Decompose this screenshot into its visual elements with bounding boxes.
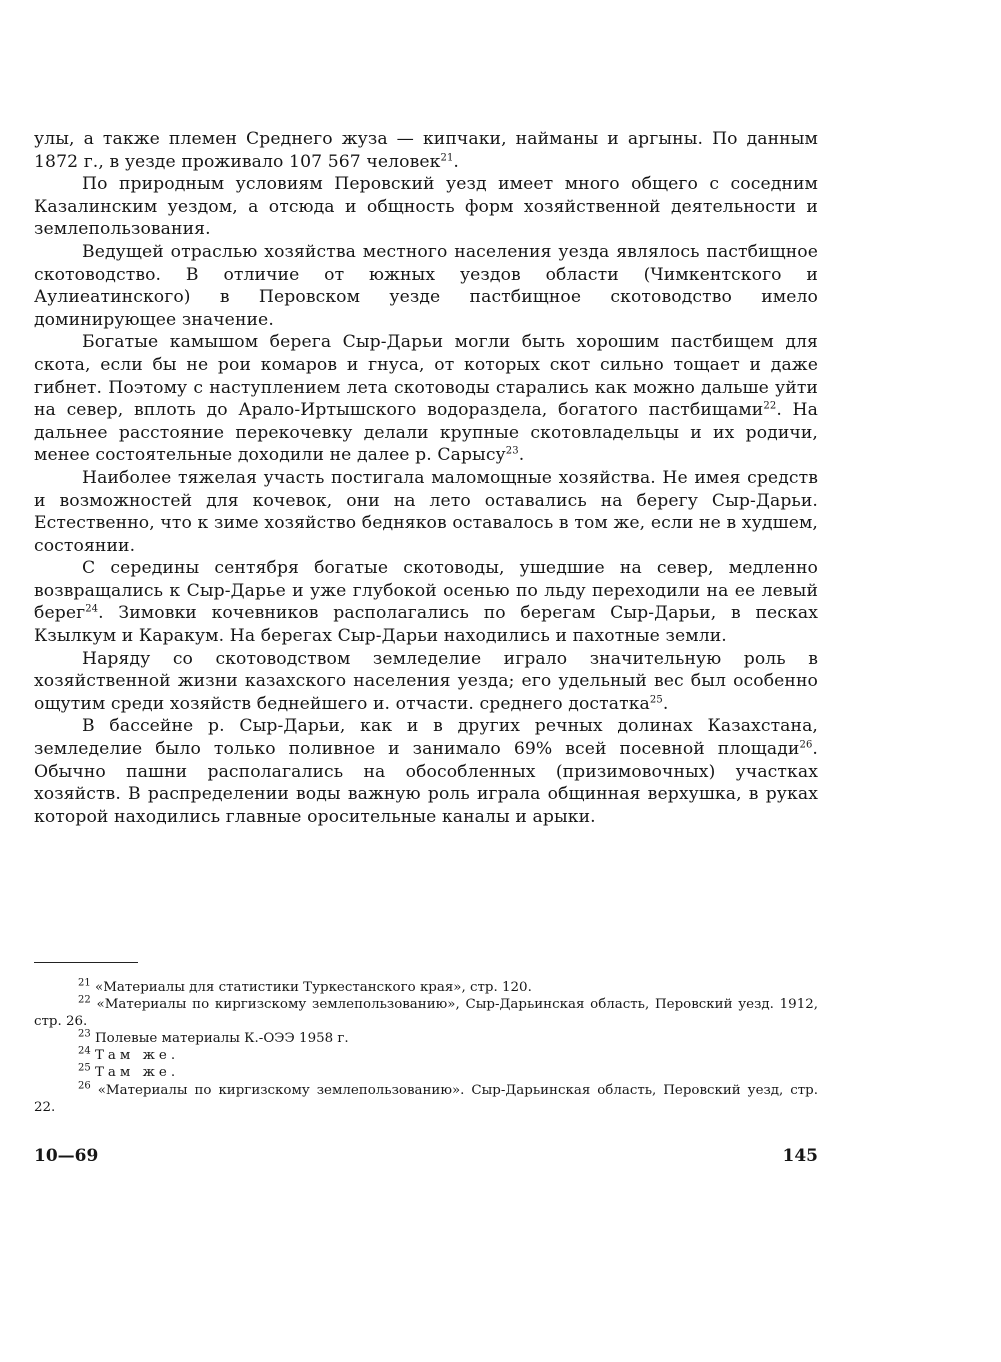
printer-signature: 10—69 (34, 1146, 99, 1166)
paragraph-4: Богатые камышом берега Сыр-Дарьи могли быть хорошим пастбищем для скота, если бы не рои комаров и гнуса, от которых скот сильно тощает и даже гибнет. Поэтому с наступлением лета скотоводы старались как можно дальше уйти на север, вплоть до Арало-Иртышского водораздела, богатого пастбищами$^{22}$. На дальнее расстояние перекочевку делали крупные скотовладельцы и их родичи, менее состоятельные доходили не далее р. Сарысу$^{23}$. (34, 332, 818, 466)
paragraph-8: В бассейне р. Сыр-Дарьи, как и в других речных долинах Казахстана, земледелие было только поливное и занимало 69% всей посевной площади$^{26}$. Обычно пашни располагались на обособленных (призимовочных) участках хозяйств. В распределении воды важную роль играла общинная верхушка, в руках которой находились главные оросительные каналы и арыки. (34, 716, 818, 827)
paragraph-1: улы, а также племен Среднего жуза — кипчаки, найманы и аргыны. По данным 1872 г., в уезде проживало 107 567 человек$^{21}$. (34, 129, 818, 172)
footnote-26: $^{26}$ «Материалы по киргизскому землепользованию». Сыр-Дарьинская область, Перовский уезд, стр. 22. (34, 1080, 818, 1115)
footnote-ref-25[interactable]: 25 (649, 694, 663, 706)
footnote-24: $^{24}$ Там же. (78, 1045, 180, 1064)
footnote-23: $^{23}$ Полевые материалы К.-ОЭЭ 1958 г. (78, 1028, 349, 1047)
footnote-ref-23[interactable]: 23 (505, 445, 519, 457)
footnotes (34, 979, 818, 1116)
footnote-ref-22[interactable]: 22 (763, 400, 777, 412)
footnote-divider (34, 962, 138, 963)
page-number: 145 (782, 1146, 818, 1166)
paragraph-2: По природным условиям Перовский уезд имеет много общего с соседним Казалинским уездом, а отсюда и общность форм хозяйственной деятельности и землепользования. (34, 174, 818, 240)
footnote-21: $^{21}$ «Материалы для статистики Туркестанского края», стр. 120. (78, 977, 532, 995)
footnote-22: $^{22}$ «Материалы по киргизскому землепользованию», Сыр-Дарьинская область, Перовский уезд. 1912, стр. 26. (34, 994, 818, 1030)
paragraph-5: Наиболее тяжелая участь постигала маломощные хозяйства. Не имея средств и возможностей для кочевок, они на лето оставались на берегу Сыр-Дарьи. Естественно, что к зиме хозяйство бедняков оставалось в том же, если не в худшем, состоянии. (34, 467, 818, 556)
footnote-ref-21[interactable]: 21 (440, 151, 454, 163)
paragraph-3: Ведущей отраслью хозяйства местного населения уезда являлось пастбищное скотоводство. В отличие от южных уездов области (Чимкентского и Аулиеатинского) в Перовском уезде пастбищное скотоводство имело доминирующее значение. (34, 241, 818, 330)
paragraph-7: Наряду со скотоводством земледелие играло значительную роль в хозяйственной жизни казахского населения уезда; его удельный вес был особенно ощутим среди хозяйств беднейшего и. отчасти. среднего достатка$^{25}$. (34, 648, 818, 714)
footnote-ref-26[interactable]: 26 (799, 739, 813, 751)
footnote-25: $^{25}$ Там же. (78, 1063, 180, 1081)
body-text (34, 128, 818, 828)
paragraph-6: С середины сентября богатые скотоводы, ушедшие на север, медленно возвращались к Сыр-Дарье и уже глубокой осенью по льду переходили на ее левый берег$^{24}$. Зимовки кочевников располагались по берегам Сыр-Дарьи, в песках Кзылкум и Каракум. На берегах Сыр-Дарьи находились и пахотные земли. (34, 558, 818, 647)
footnote-ref-24[interactable]: 24 (85, 603, 99, 615)
